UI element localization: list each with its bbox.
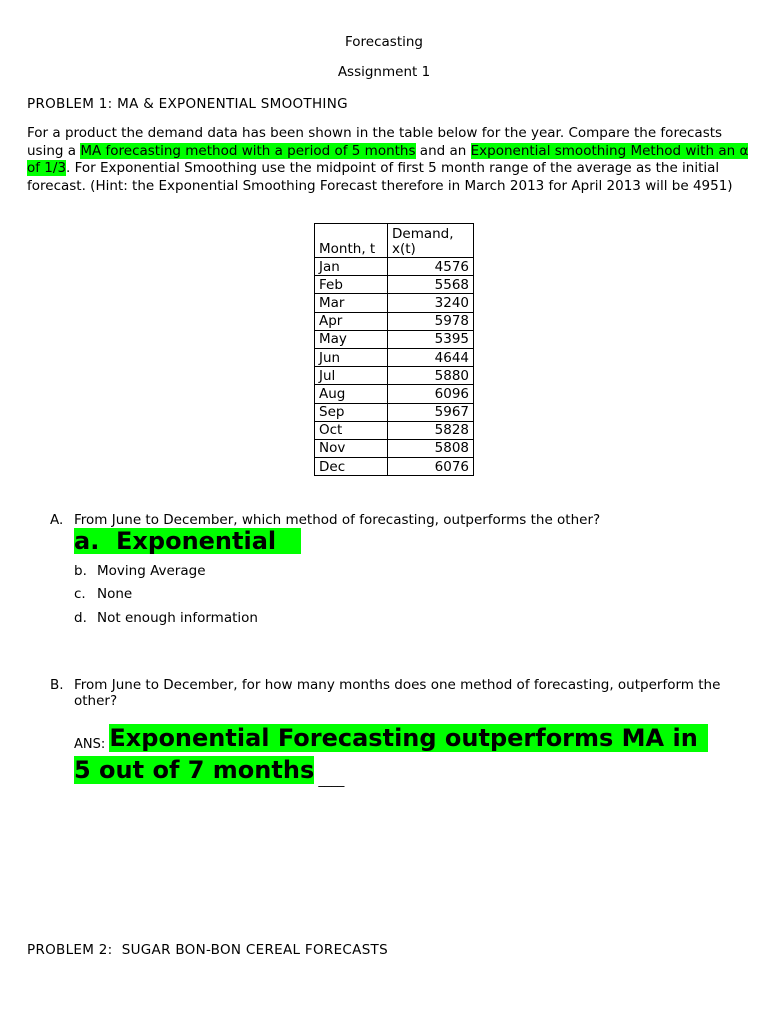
month-cell: Aug [315, 385, 388, 403]
month-cell: Jul [315, 367, 388, 385]
answer-blank: ____ [314, 773, 345, 788]
intro-text-3: . For Exponential Smoothing use the midpoint of first 5 month range of the average as the initial forecast. (Hint: the Exponential Smoothing Forecast therefore in March 2013 for April 2013 will be 4951) [27, 160, 733, 194]
option-d-text: Not enough information [97, 610, 258, 626]
answer-b-highlight-1: Exponential Forecasting outperforms MA in [109, 724, 707, 752]
col-demand-header: Demand, x(t) [388, 224, 474, 258]
option-c-letter: c. [74, 586, 86, 602]
table-row [315, 367, 474, 385]
table-row [315, 276, 474, 294]
ans-label: ANS: [74, 737, 110, 752]
demand-cell: 6076 [388, 458, 474, 476]
month-cell: Jun [315, 348, 388, 366]
demand-cell: 5828 [388, 421, 474, 439]
problem2-heading: PROBLEM 2: SUGAR BON-BON CEREAL FORECASTS [27, 942, 388, 958]
intro-text-1: For a product the demand data has been shown in the table below for the year. Compare the forecasts using a [27, 125, 723, 159]
month-cell: May [315, 330, 388, 348]
answer-b-line1 [74, 724, 708, 754]
table-row [315, 294, 474, 312]
table-row [315, 421, 474, 439]
month-cell: Apr [315, 312, 388, 330]
table-row [315, 403, 474, 421]
document-subtitle: Assignment 1 [337, 64, 431, 80]
option-c-text: None [97, 586, 133, 602]
demand-table [314, 223, 474, 476]
table-row [315, 385, 474, 403]
month-cell: Jan [315, 258, 388, 276]
problem1-intro [27, 125, 757, 195]
demand-cell: 5808 [388, 439, 474, 457]
demand-cell: 3240 [388, 294, 474, 312]
option-b-text: Moving Average [97, 563, 206, 579]
demand-cell: 4644 [388, 348, 474, 366]
question-b-text-line1: From June to December, for how many months does one method of forecasting, outperform the [74, 677, 721, 693]
table-row [315, 439, 474, 457]
demand-cell: 5880 [388, 367, 474, 385]
option-b-letter: b. [74, 563, 87, 579]
problem1-heading: PROBLEM 1: MA & EXPONENTIAL SMOOTHING [27, 96, 348, 112]
intro-highlight-ma: MA forecasting method with a period of 5 months [80, 142, 416, 159]
demand-cell: 5395 [388, 330, 474, 348]
question-a-text: From June to December, which method of forecasting, outperforms the other? [74, 512, 601, 528]
table-row [315, 312, 474, 330]
answer-a-highlight: a. Exponential [74, 528, 301, 554]
question-b-letter: B. [50, 677, 64, 693]
intro-highlight-exp: Exponential smoothing Method with an α of 1/3 [27, 142, 749, 177]
demand-cell: 6096 [388, 385, 474, 403]
demand-cell: 5978 [388, 312, 474, 330]
month-cell: Oct [315, 421, 388, 439]
table-row [315, 330, 474, 348]
demand-cell: 4576 [388, 258, 474, 276]
option-d-letter: d. [74, 610, 87, 626]
month-cell: Feb [315, 276, 388, 294]
demand-cell: 5568 [388, 276, 474, 294]
table-row [315, 348, 474, 366]
answer-b-highlight-2: 5 out of 7 months [74, 756, 315, 784]
col-month-header: Month, t [315, 224, 388, 258]
table-header-row [315, 224, 474, 258]
intro-text-2: and an [415, 142, 471, 159]
question-a-letter: A. [50, 512, 64, 528]
month-cell: Sep [315, 403, 388, 421]
document-title: Forecasting [344, 34, 423, 50]
table-row [315, 258, 474, 276]
month-cell: Dec [315, 458, 388, 476]
month-cell: Nov [315, 439, 388, 457]
question-b-text-line2: other? [74, 693, 118, 709]
demand-cell: 5967 [388, 403, 474, 421]
table-row [315, 458, 474, 476]
month-cell: Mar [315, 294, 388, 312]
answer-b-line2 [74, 756, 344, 786]
